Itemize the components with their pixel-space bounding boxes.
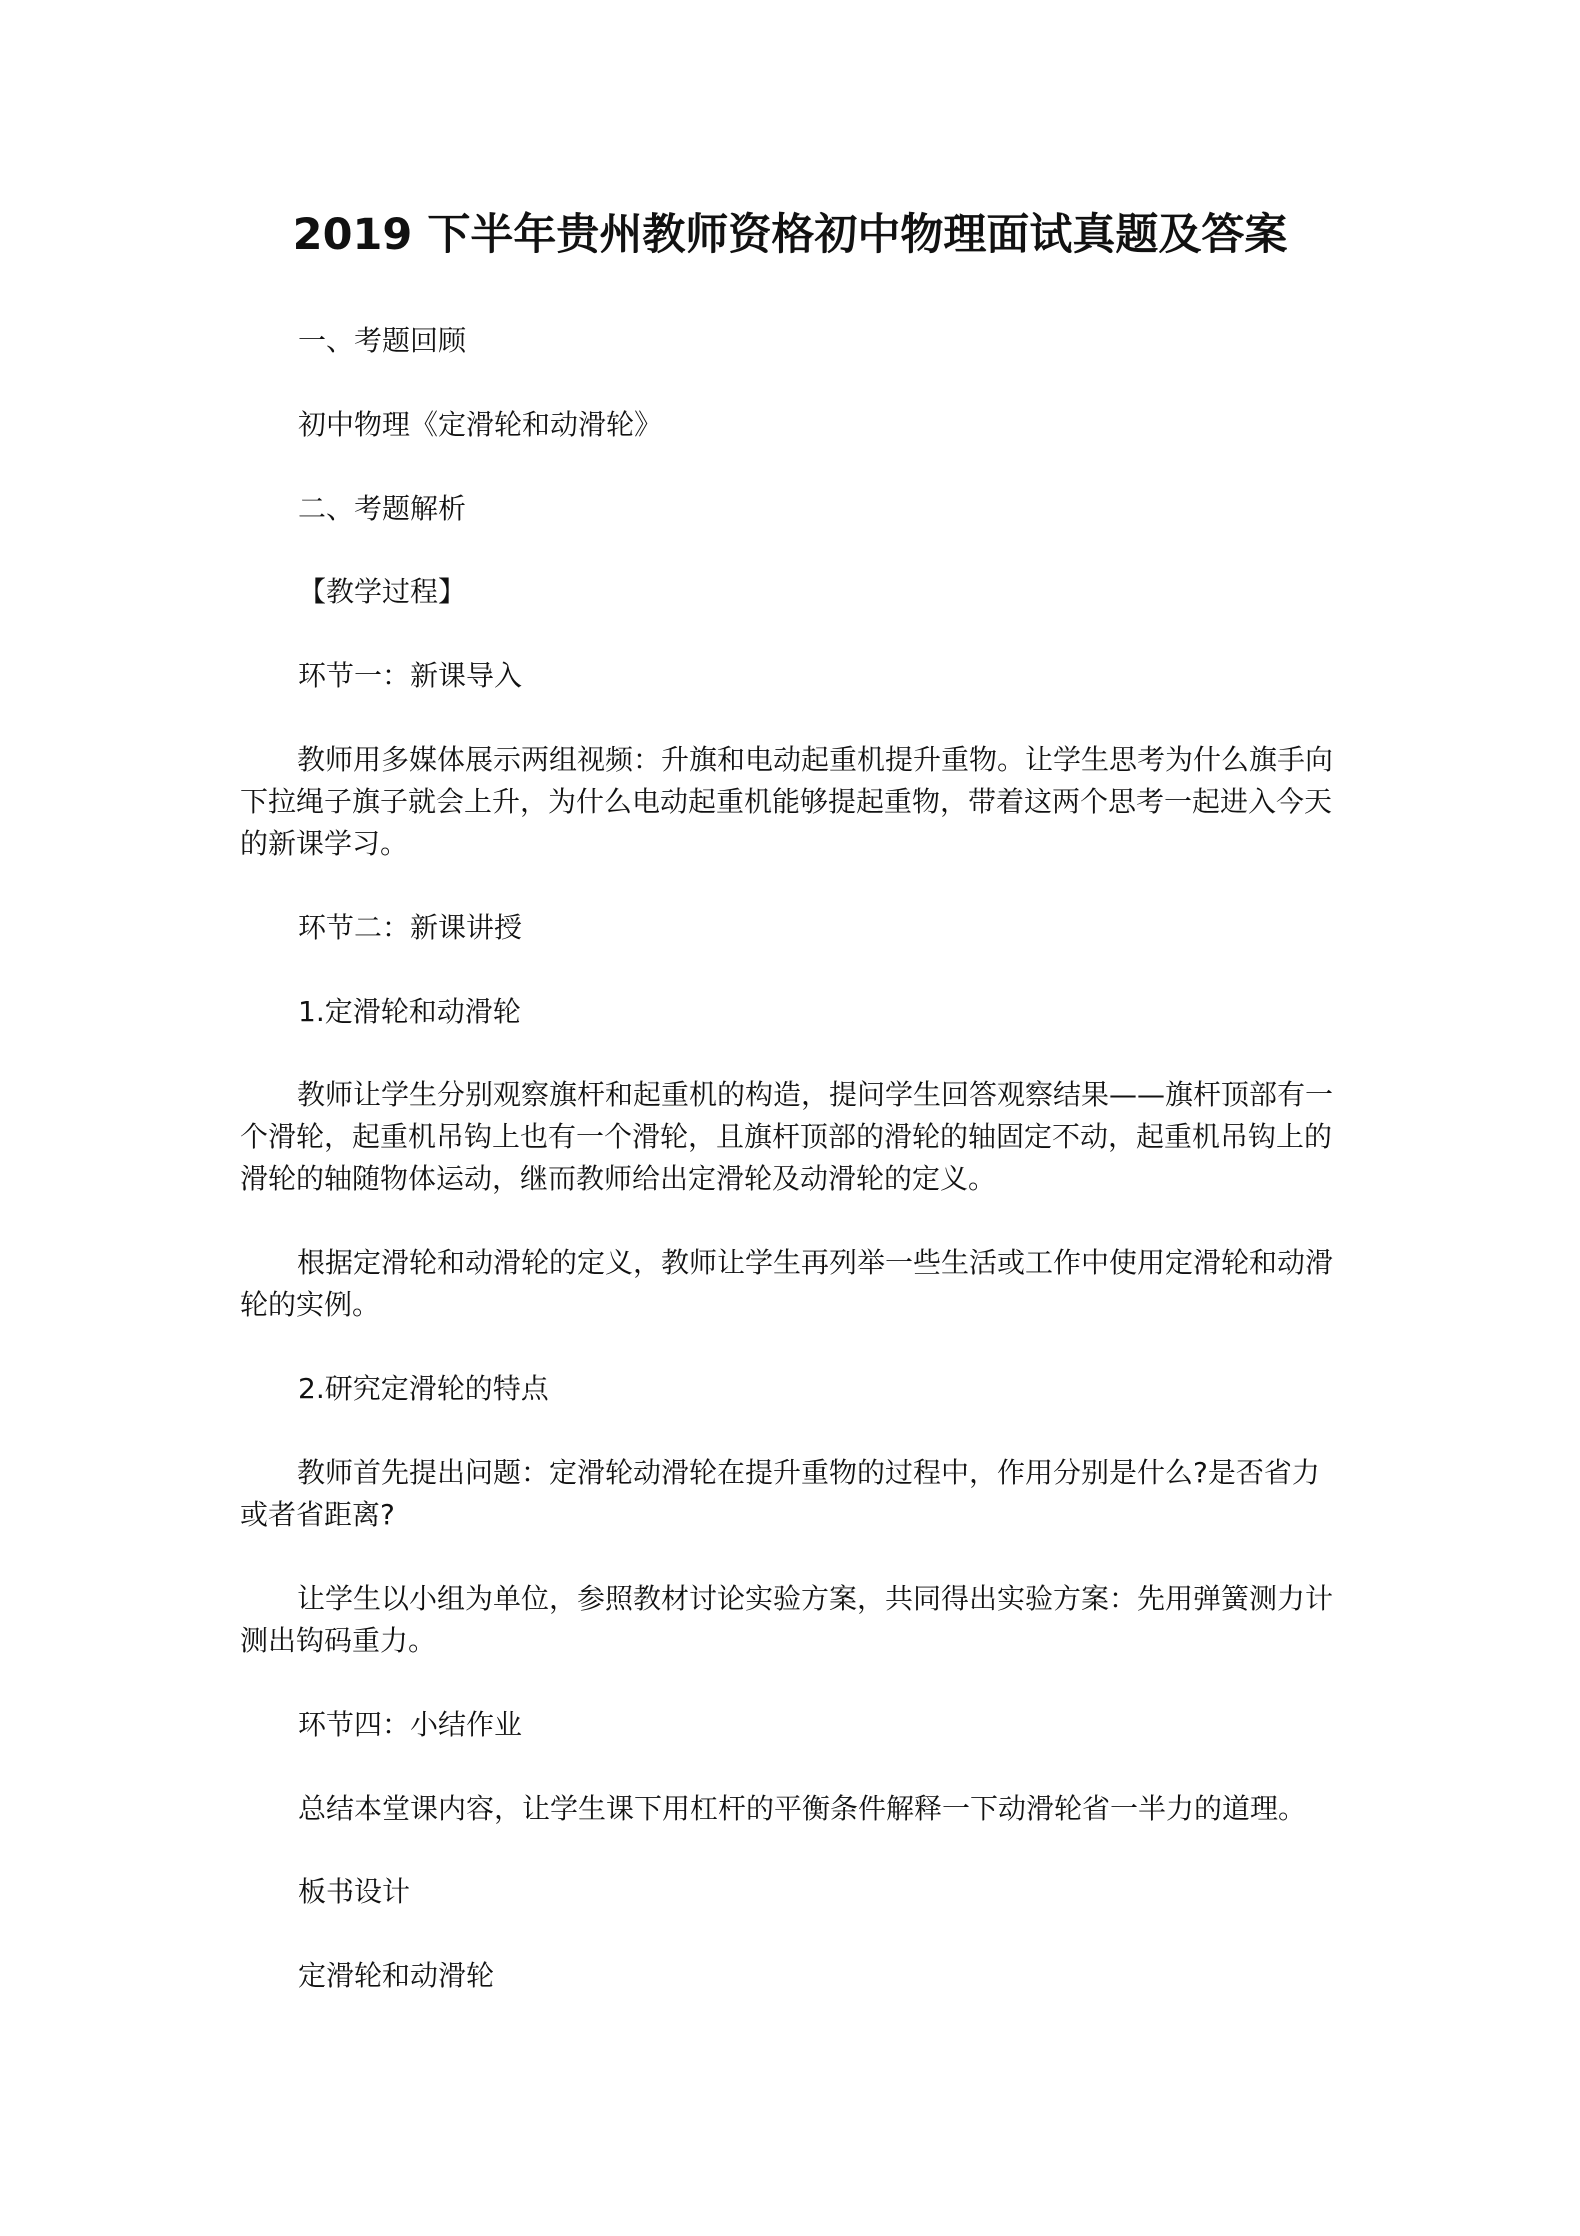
section-heading: 二、考题解析 <box>298 492 467 525</box>
body-paragraph: 总结本堂课内容，让学生课下用杠杆的平衡条件解释一下动滑轮省一半力的道理。 <box>298 1792 1307 1825</box>
step-heading: 环节四：小结作业 <box>298 1708 523 1741</box>
topic-line: 初中物理《定滑轮和动滑轮》 <box>298 408 663 441</box>
section-heading: 一、考题回顾 <box>298 324 467 357</box>
body-paragraph: 让学生以小组为单位，参照教材讨论实验方案，共同得出实验方案：先用弹簧测力计测出钩码重力。 <box>240 1582 1334 1657</box>
step-heading: 环节二：新课讲授 <box>298 911 523 944</box>
point-heading: 1.定滑轮和动滑轮 <box>298 995 521 1028</box>
board-design-title: 定滑轮和动滑轮 <box>298 1959 495 1992</box>
body-paragraph: 教师让学生分别观察旗杆和起重机的构造，提问学生回答观察结果——旗杆顶部有一个滑轮，起重机吊钩上也有一个滑轮，且旗杆顶部的滑轮的轴固定不动，起重机吊钩上的滑轮的轴随物体运动，继而教师给出定滑轮及动滑轮的定义。 <box>240 1078 1334 1195</box>
point-heading: 2.研究定滑轮的特点 <box>298 1372 549 1405</box>
body-paragraph: 教师用多媒体展示两组视频：升旗和电动起重机提升重物。让学生思考为什么旗手向下拉绳子旗子就会上升，为什么电动起重机能够提起重物，带着这两个思考一起进入今天的新课学习。 <box>240 743 1334 860</box>
body-paragraph: 根据定滑轮和动滑轮的定义，教师让学生再列举一些生活或工作中使用定滑轮和动滑轮的实例。 <box>240 1246 1334 1321</box>
subsection-heading: 【教学过程】 <box>298 575 467 608</box>
board-design-heading: 板书设计 <box>298 1875 411 1908</box>
document-title: 2019 下半年贵州教师资格初中物理面试真题及答案 <box>292 210 1288 260</box>
step-heading: 环节一：新课导入 <box>298 659 523 692</box>
body-paragraph: 教师首先提出问题：定滑轮动滑轮在提升重物的过程中，作用分别是什么?是否省力或者省距离? <box>240 1456 1320 1531</box>
